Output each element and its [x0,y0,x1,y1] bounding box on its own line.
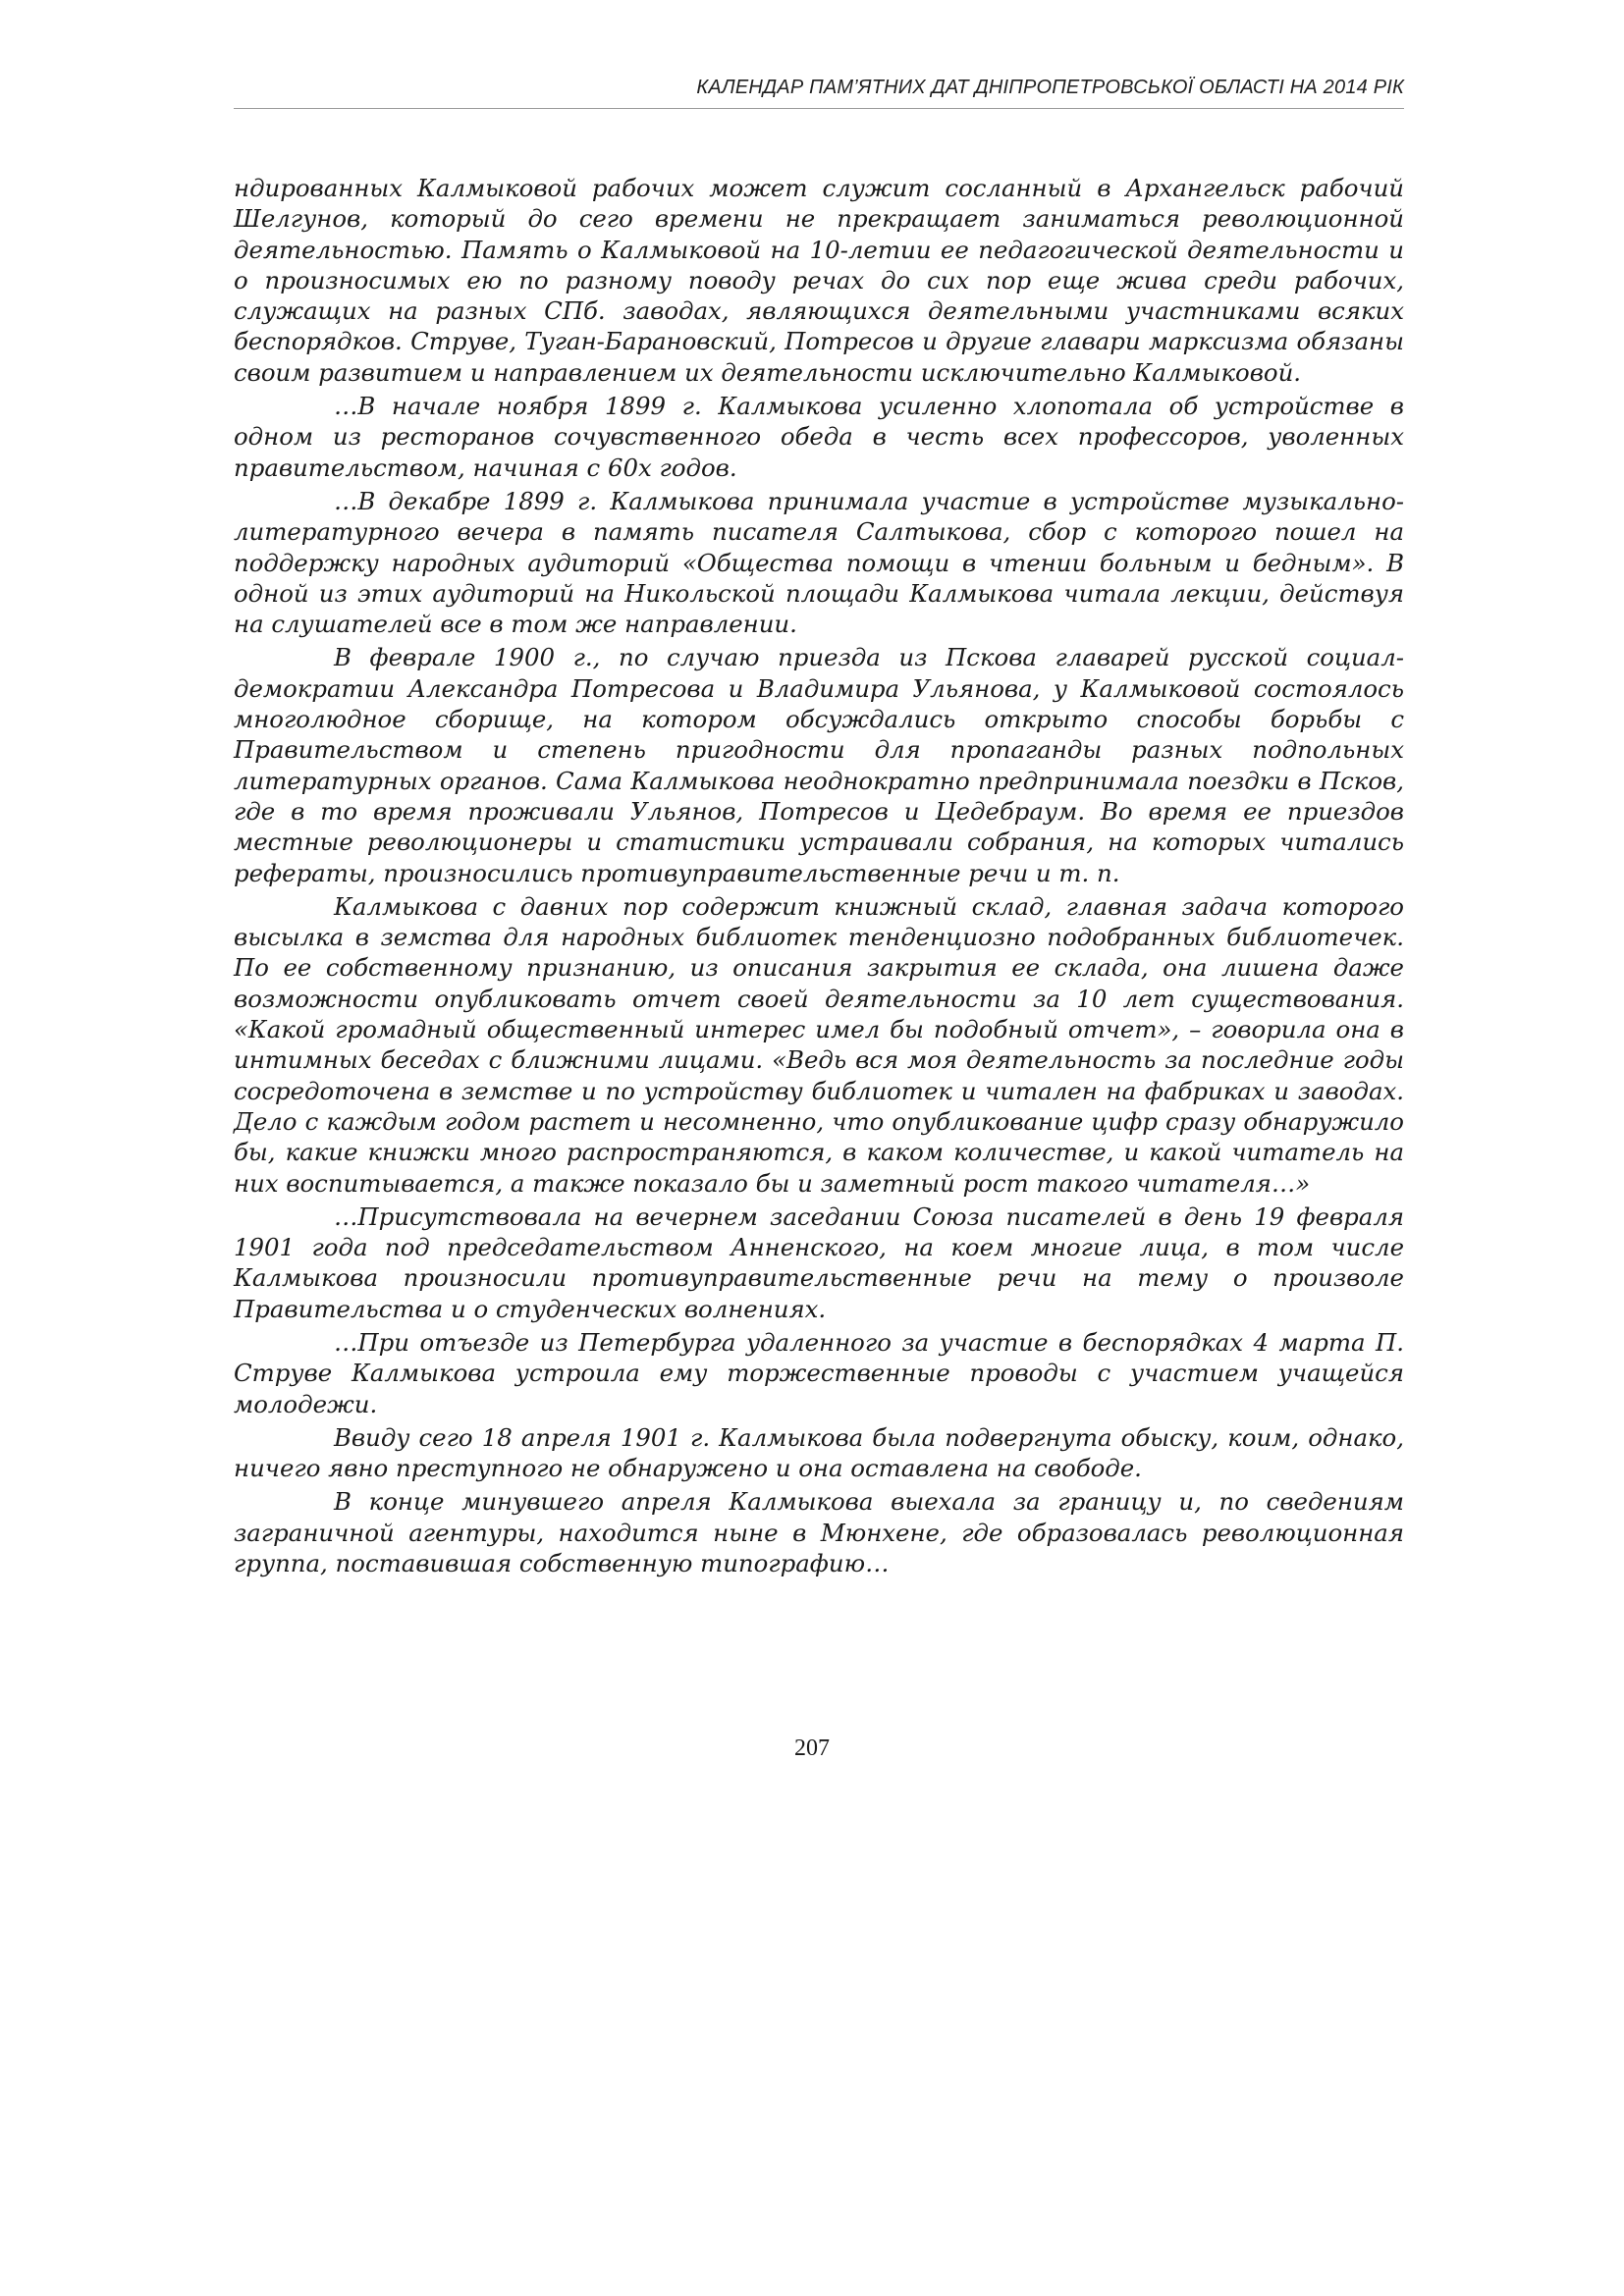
paragraph: …Присутствовала на вечернем заседании Союза писателей в день 19 февраля 1901 года под председательством Анненского, на коем многие лица, в том числе Калмыкова произносили противуправительственные речи на тему о произволе Правительства и о студенческих волнениях. [234,1201,1404,1323]
header-rule [234,108,1404,109]
paragraph: …В начале ноября 1899 г. Калмыкова усиленно хлопотала об устройстве в одном из ресторанов сочувственного обеда в честь всех профессоров, уволенных правительством, начиная с 60х годов. [234,392,1404,482]
paragraph: ндированных Калмыковой рабочих может служит сосланный в Архангельск рабочий Шелгунов, который до сего времени не прекращает заниматься революционной деятельностью. Память о Калмыковой на 10-летии ее педагогической деятельности и о произносимых ею по разному поводу речах до сих пор еще жива среди рабочих, служащих на разных СПб. заводах, являющихся деятельными участниками всяких беспорядков. Струве, Туган-Барановский, Потресов и другие главари марксизма обязаны своим развитием и направлением их деятельности исключительно Калмыковой. [234,174,1404,387]
running-header: КАЛЕНДАР ПАМ’ЯТНИХ ДАТ ДНІПРОПЕТРОВСЬКОЇ ОБЛАСТІ НА 2014 РІК [696,77,1404,98]
paragraph: В конце минувшего апреля Калмыкова выехала за границу и, по сведениям заграничной агентуры, находится ныне в Мюнхене, где образовалась революционная группа, поставившая собственную типографию… [234,1487,1404,1578]
page-number: 207 [794,1735,830,1761]
paragraph: Калмыкова с давних пор содержит книжный склад, главная задача которого высылка в земства для народных библиотек тенденциозно подобранных библиотечек. По ее собственному признанию, из описания закрытия ее склада, она лишена даже возможности опубликовать отчет своей деятельности за 10 лет существования. «Какой громадный общественный интерес имел бы подобный отчет», – говорила она в интимных беседах с ближними лицами. «Ведь вся моя деятельность за последние годы сосредоточена в земстве и по устройству библиотек и читален на фабриках и заводах. Дело с каждым годом растет и несомненно, что опубликование цифр сразу обнаружило бы, какие книжки много распространяются, в каком количестве, и какой читатель на них воспитывается, а также показало бы и заметный рост такого читателя…» [234,891,1404,1198]
paragraph: Ввиду сего 18 апреля 1901 г. Калмыкова была подвергнута обыску, коим, однако, ничего явно преступного не обнаружено и она оставлена на свободе. [234,1422,1404,1483]
paragraph: В феврале 1900 г., по случаю приезда из Пскова главарей русской социал-демократии Александра Потресова и Владимира Ульянова, у Калмыковой состоялось многолюдное сборище, на котором обсуждались открыто способы борьбы с Правительством и степень пригодности для пропаганды разных подпольных литературных органов. Сама Калмыкова неоднократно предпринимала поездки в Псков, где в то время проживали Ульянов, Потресов и Цедебраум. Во время ее приездов местные революционеры и статистики устраивали собрания, на которых читались рефераты, произносились противуправительственные речи и т. п. [234,643,1404,887]
body-text [234,173,1404,1578]
paragraph: …При отъезде из Петербурга удаленного за участие в беспорядках 4 марта П. Струве Калмыкова устроила ему торжественные проводы с участием учащейся молодежи. [234,1327,1404,1418]
paragraph: …В декабре 1899 г. Калмыкова принимала участие в устройстве музыкально-литературного вечера в память писателя Салтыкова, сбор с которого пошел на поддержку народных аудиторий «Общества помощи в чтении больным и бедным». В одной из этих аудиторий на Никольской площади Калмыкова читала лекции, действуя на слушателей все в том же направлении. [234,486,1404,639]
